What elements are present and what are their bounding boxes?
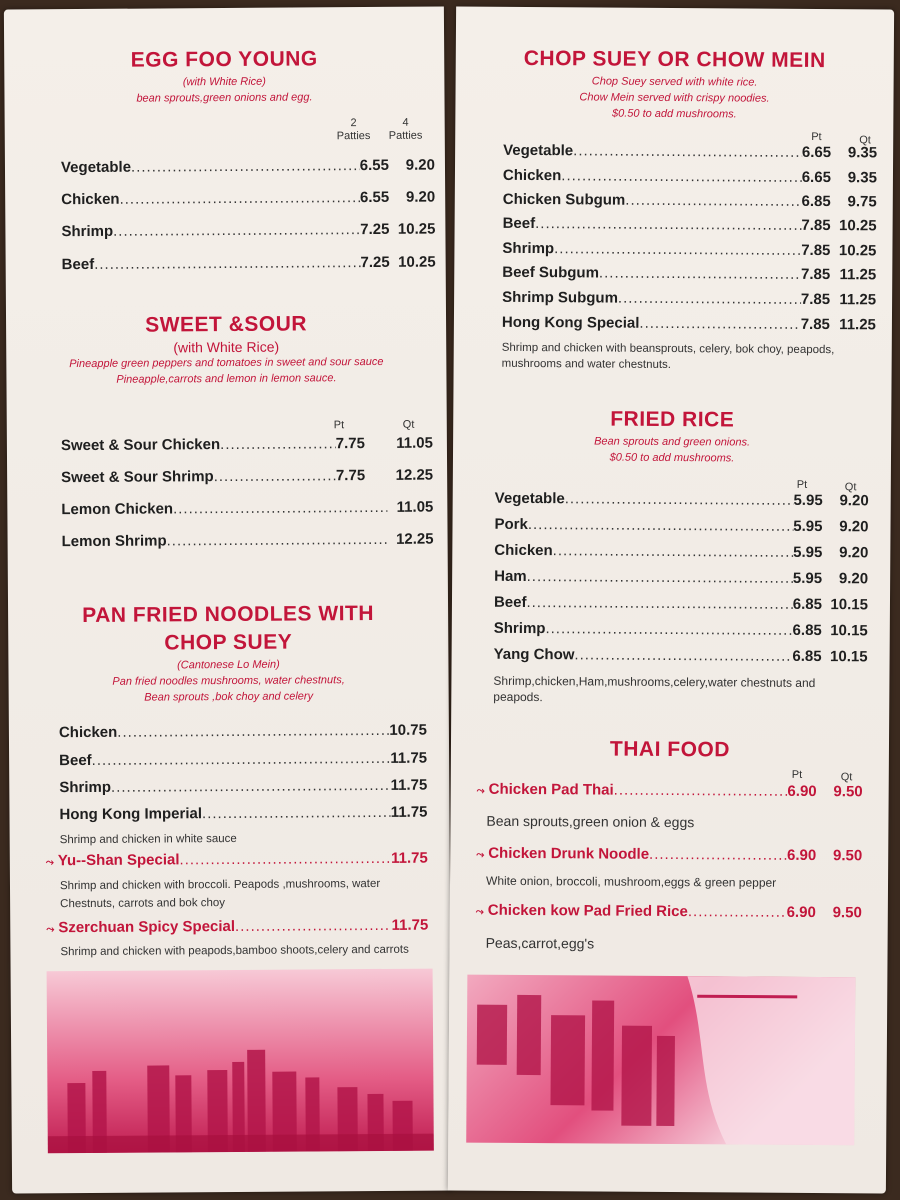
menu-item: Shrimp Subgum ..... 7.85 11.25 (502, 289, 876, 309)
menu-item: Yang Chow ..... 6.85 10.15 (494, 646, 868, 666)
section-description: Chop Suey served with white rice. (591, 75, 758, 89)
thai-food-header (451, 734, 889, 765)
section-description: $0.50 to add mushrooms. (609, 451, 735, 465)
menu-item: Sweet & Sour Chicken ..... 7.75 11.05 (61, 435, 433, 455)
column-header-qt: Qt (844, 481, 857, 494)
section-description: $0.50 to add mushrooms. (611, 107, 737, 121)
item-description: Peas,carrot,egg's (485, 934, 595, 952)
menu-item: Hong Kong Imperial ..... 11.75 (59, 804, 427, 824)
egg-foo-young-header (4, 44, 444, 107)
menu-item: Pork ..... 5.95 9.20 (494, 516, 868, 536)
item-description: Shrimp,chicken,Ham,mushrooms,celery,water chestnuts and (493, 673, 816, 691)
spicy-icon: ⤳ (476, 785, 485, 797)
section-description: bean sprouts,green onions and egg. (136, 91, 313, 105)
section-description: Pineapple green peppers and tomatoes in sweet and sour sauce (69, 355, 384, 371)
menu-item: Beef ..... 7.25 10.25 (62, 254, 436, 274)
item-description: peapods. (493, 689, 543, 705)
menu-item: Lemon Shrimp ..... 12.25 (62, 531, 434, 551)
item-description: Shrimp and chicken with peapods,bamboo shoots,celery and carrots (60, 943, 409, 959)
section-title: THAI FOOD (609, 737, 731, 762)
spicy-icon: ⤳ (476, 849, 485, 861)
spicy-icon: ⤳ (45, 857, 54, 869)
section-title-line2: CHOP SUEY (164, 630, 293, 655)
column-header-pt: Pt (811, 130, 822, 144)
item-description: Shrimp and chicken with beansprouts, celery, bok choy, peapods, (501, 341, 835, 357)
menu-item: Chicken Subgum ..... 6.85 9.75 (503, 191, 877, 211)
section-description: Pan fried noodles mushrooms, water chestnuts, (112, 674, 345, 688)
menu-item: Vegetable ..... 5.95 9.20 (495, 490, 869, 510)
menu-item-spicy: ⤳ Chicken Drunk Noodle ..... 6.90 9.50 (476, 845, 862, 865)
menu-item-spicy: ⤳ Yu--Shan Special ..... 11.75 (46, 850, 428, 870)
section-subtitle: (Cantonese Lo Mein) (177, 658, 280, 672)
menu-item-spicy: ⤳ Chicken kow Pad Fried Rice ..... 6.90 9.50 (476, 902, 862, 922)
menu-item: Beef ..... 6.85 10.15 (494, 594, 868, 614)
column-header-2-patties: 2 Patties (336, 117, 371, 143)
menu-item: Ham ..... 5.95 9.20 (494, 568, 868, 588)
column-header-qt: Qt (402, 418, 415, 431)
pan-fried-noodles-header (8, 599, 449, 706)
menu-item: Chicken ..... 5.95 9.20 (494, 542, 868, 562)
chop-suey-header (455, 44, 894, 123)
item-description: Shrimp and chicken with broccoli. Peapods ,mushrooms, water (59, 877, 381, 893)
item-description: Shrimp and chicken in white sauce (59, 832, 237, 847)
menu-item-spicy: ⤳ Szerchuan Spicy Special ..... 11.75 (46, 917, 428, 937)
city-skyline-image (47, 969, 434, 1154)
menu-item: Beef ..... 11.75 (59, 750, 427, 770)
menu-item: Beef ..... 7.85 10.25 (503, 215, 877, 235)
column-header-pt: Pt (333, 419, 345, 432)
section-description: Chow Mein served with crispy noodies. (579, 91, 770, 105)
menu-item-spicy: ⤳ Chicken Pad Thai ..... 6.90 9.50 (477, 781, 863, 801)
menu-item: Beef Subgum ..... 7.85 11.25 (502, 264, 876, 284)
column-header-4-patties: 4 Patties (388, 116, 423, 142)
menu-item: Chicken ..... 10.75 (59, 722, 427, 742)
section-subtitle: (with White Rice) (173, 338, 280, 356)
section-title: EGG FOO YOUNG (130, 47, 318, 72)
section-description: Bean sprouts ,bok choy and celery (144, 690, 314, 704)
item-description: mushrooms and water chestnuts. (501, 357, 672, 371)
menu-page-right (448, 6, 894, 1193)
spicy-icon: ⤳ (475, 906, 484, 918)
menu-item: Shrimp ..... 6.85 10.15 (494, 620, 868, 640)
column-header-qt: Qt (840, 771, 853, 784)
item-description: White onion, broccoli, mushroom,eggs & green pepper (485, 873, 777, 890)
column-header-pt: Pt (796, 478, 808, 491)
spicy-icon: ⤳ (46, 924, 55, 936)
section-title: CHOP SUEY OR CHOW MEIN (523, 46, 826, 73)
column-header-pt: Pt (791, 768, 803, 781)
section-description: Pineapple,carrots and lemon in lemon sauce. (116, 372, 337, 386)
section-subtitle: (with White Rice) (182, 75, 266, 89)
menu-item: Vegetable ..... 6.65 9.35 (503, 142, 877, 162)
menu-item: Lemon Chicken ..... 11.05 (61, 499, 433, 519)
column-header-qt: Qt (859, 134, 871, 147)
sweet-sour-header (6, 309, 447, 388)
item-description: Bean sprouts,green onion & eggs (486, 812, 695, 831)
menu-item: Hong Kong Special ..... 7.85 11.25 (502, 314, 876, 334)
menu-item: Vegetable ..... 6.55 9.20 (61, 157, 435, 177)
menu-item: Shrimp ..... 11.75 (59, 777, 427, 797)
fried-rice-header (453, 404, 891, 467)
section-title: PAN FRIED NOODLES WITH (82, 601, 375, 628)
menu-page-left (4, 6, 452, 1193)
menu-item: Shrimp ..... 7.25 10.25 (61, 221, 435, 241)
menu-item: Chicken ..... 6.65 9.35 (503, 167, 877, 187)
section-title: SWEET &SOUR (145, 312, 308, 337)
section-description: Bean sprouts and green onions. (594, 435, 751, 449)
menu-item: Chicken ..... 6.55 9.20 (61, 189, 435, 209)
aerial-city-image (466, 975, 855, 1146)
item-description: Chestnuts, carrots and bok choy (60, 897, 226, 911)
menu-item: Shrimp ..... 7.85 10.25 (502, 240, 876, 260)
section-title: FRIED RICE (610, 407, 735, 432)
menu-item: Sweet & Sour Shrimp ..... 7.75 12.25 (61, 467, 433, 487)
